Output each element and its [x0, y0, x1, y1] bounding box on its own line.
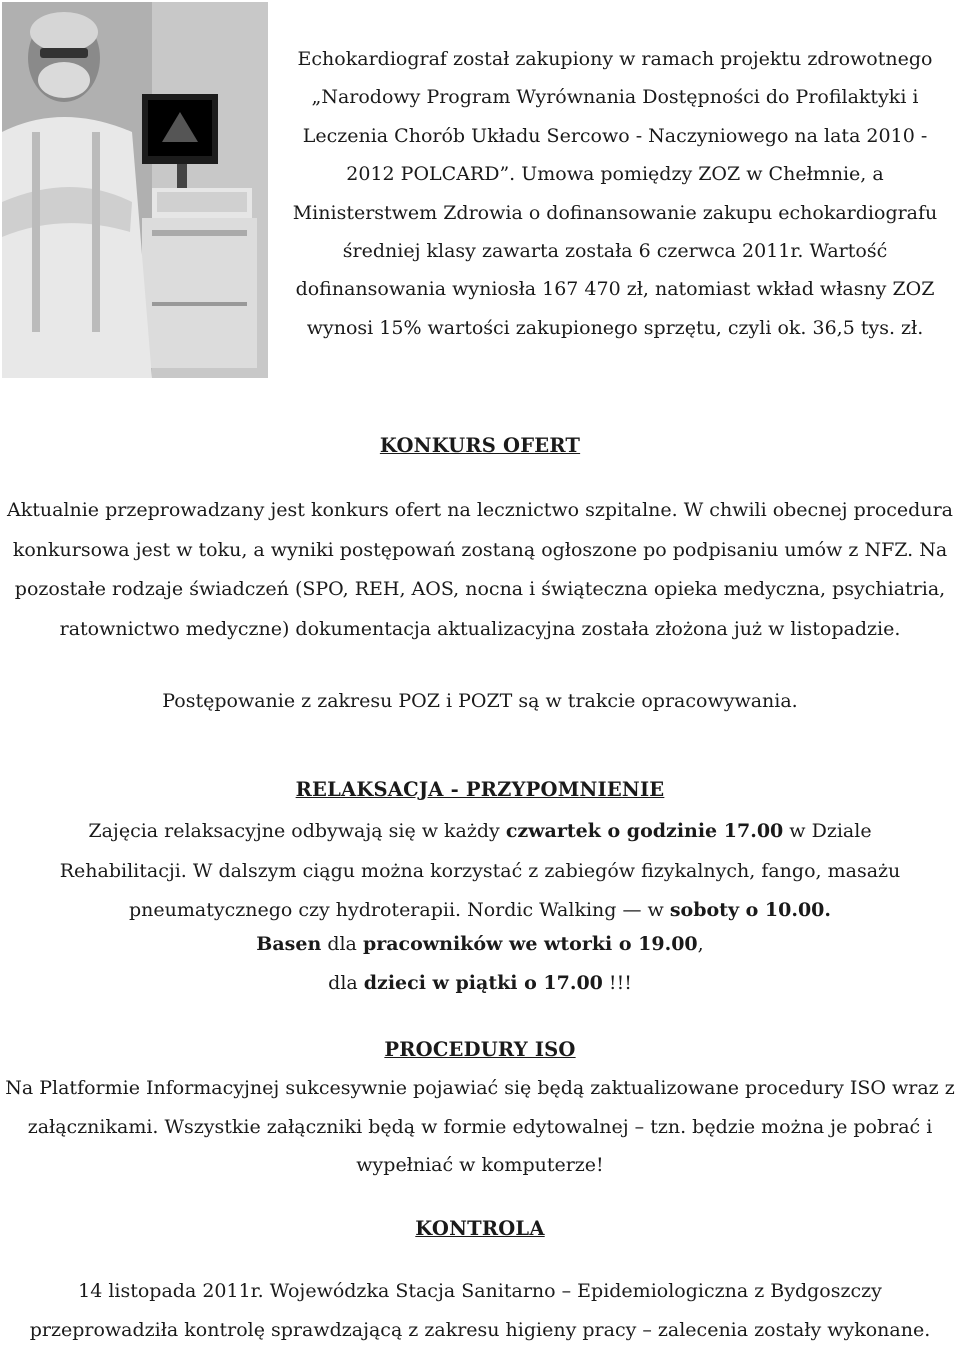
heading-relaksacja: RELAKSACJA - PRZYPOMNIENIE — [295, 778, 665, 801]
relaksacja-text-1: Zajęcia relaksacyjne odbywają się w każdy — [88, 820, 506, 842]
heading-kontrola: KONTROLA — [415, 1217, 545, 1240]
doctor-photo-illustration — [2, 2, 268, 378]
relaksacja-text-2: w Dziale Rehabilitacji. W dalszym ciągu można korzystać z zabiegów fizykalnych, fango, masażu pneumatycznego czy hydroterapii. Nordic Walking — [59, 820, 901, 921]
dzieci-text-2: !!! — [602, 972, 632, 994]
konkurs-paragraph-2: Postępowanie z zakresu POZ i POZT są w trakcie opracowywania. — [162, 690, 798, 712]
dzieci-text-1: dla — [328, 972, 364, 994]
iso-paragraph: Na Platformie Informacyjnej sukcesywnie pojawiać się będą zaktualizowane procedury ISO wraz z załącznikami. Wszystkie załączniki będą w formie edytowalnej – tzn. będzie można je pobrać i wypełniać w komputerze! — [5, 1077, 955, 1176]
basen-bold-employees: pracowników we wtorki o 19.00 — [362, 933, 698, 955]
basen-paragraph — [0, 929, 960, 959]
relaksacja-bold-thursday: czwartek o godzinie 17.00 — [505, 820, 784, 842]
basen-bold: Basen — [256, 933, 322, 955]
konkurs-paragraph: Aktualnie przeprowadzany jest konkurs ofert na lecznictwo szpitalne. W chwili obecnej procedura konkursowa jest w toku, a wyniki postępowań zostaną ogłoszone po podpisaniu umów z NFZ. Na pozostałe rodzaje świadczeń (SPO, REH, AOS, nocna i świąteczna opieka medyczna, psychiatria, ratownictwo medyczne) dokumentacja aktualizacyjna została złożona już w listopadzie. — [6, 499, 953, 640]
kontrola-paragraph: 14 listopada 2011r. Wojewódzka Stacja Sanitarno – Epidemiologiczna z Bydgoszczy przeprowadziła kontrolę sprawdzającą z zakresu higieny pracy – zalecenia zostały wykonane. — [29, 1280, 931, 1341]
basen-text-1: dla — [321, 933, 363, 955]
relaksacja-bold-saturday: soboty o 10.00. — [669, 899, 832, 921]
intro-paragraph: Echokardiograf został zakupiony w ramach projektu zdrowotnego „Narodowy Program Wyrównania Dostępności do Profilaktyki i Leczenia Chorób Układu Sercowo - Naczyniowego na lata 2010 - 2012 POLCARD”. Umowa pomiędzy ZOZ w Chełmnie, a Ministerstwem Zdrowia o dofinansowanie zakupu echokardiografu średniej klasy zawarta została 6 czerwca 2011r. Wartość dofinansowania wyniosła 167 470 zł, natomiast wkład własny ZOZ wynosi 15% wartości zakupionego sprzętu, czyli ok. 36,5 tys. zł. — [292, 48, 938, 339]
dzieci-paragraph — [0, 968, 960, 998]
doctor-photo — [2, 2, 268, 378]
relaksacja-paragraph — [0, 812, 960, 931]
heading-konkurs-ofert: KONKURS OFERT — [379, 434, 581, 457]
relaksacja-text-3: — w — [622, 899, 670, 921]
basen-text-2: , — [697, 933, 704, 955]
dzieci-bold: dzieci w piątki o 17.00 — [363, 972, 603, 994]
heading-procedury-iso: PROCEDURY ISO — [384, 1038, 576, 1061]
